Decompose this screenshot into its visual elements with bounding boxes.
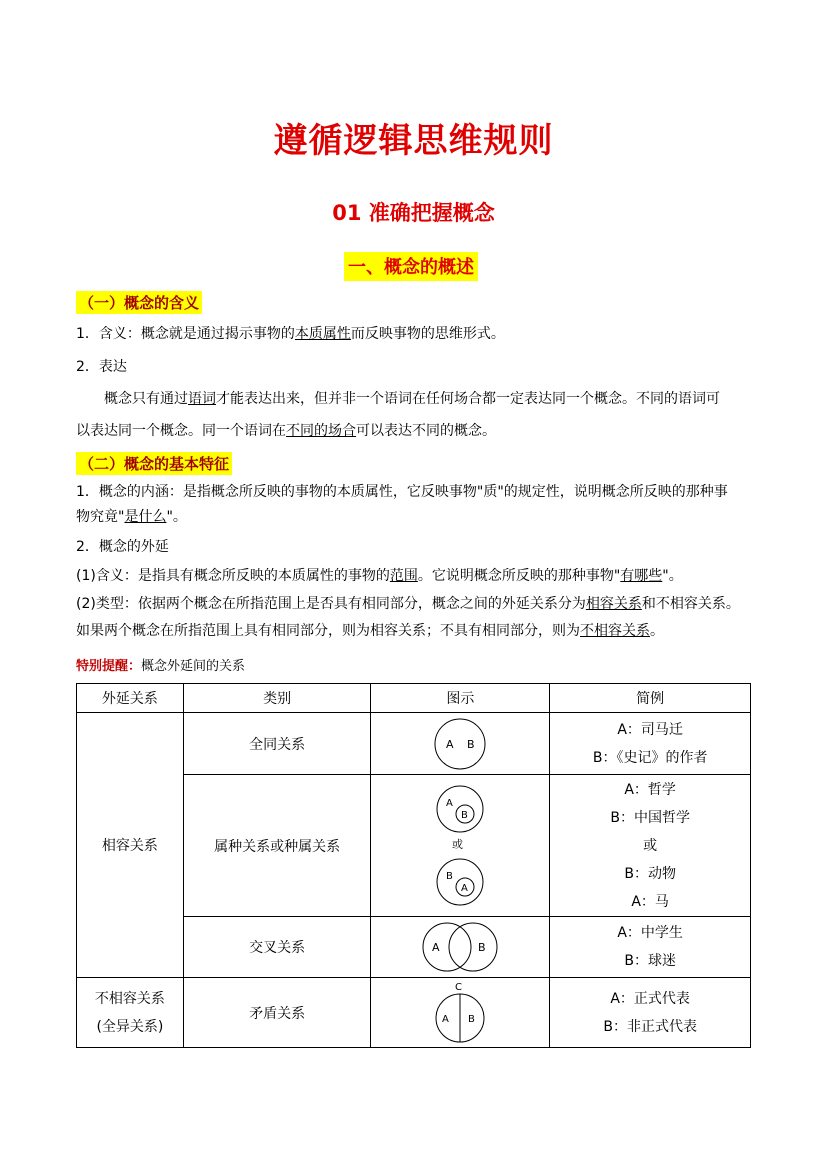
part1-paragraph-line2: 以表达同一个概念。同一个语词在不同的场合可以表达不同的概念。 <box>76 423 496 439</box>
label-a-inner: A <box>461 882 469 894</box>
part1-item2: 2．表达 <box>76 359 127 375</box>
label-b-outer: B <box>446 870 454 882</box>
example-intersection: A：中学生 B：球迷 <box>550 917 751 978</box>
label-c: C <box>455 981 463 993</box>
part2-heading: （二）概念的基本特征 <box>76 452 232 475</box>
label-b: B <box>468 1013 476 1025</box>
category-intersection: 交叉关系 <box>183 917 371 978</box>
group-compatible: 相容关系 <box>77 713 184 978</box>
part2-sub2-line2: 如果两个概念在所指范围上具有相同部分，则为相容关系；不具有相同部分，则为不相容关系。 <box>76 623 664 639</box>
genus-species-diagram <box>430 784 490 908</box>
document-title: 遵循逻辑思维规则 <box>273 121 554 161</box>
category-identity: 全同关系 <box>183 713 371 775</box>
example-contradiction: A：正式代表 B：非正式代表 <box>550 978 751 1048</box>
category-genus-species: 属种关系或种属关系 <box>183 775 371 917</box>
section-heading: 一、概念的概述 <box>344 252 478 281</box>
label-a: A <box>432 941 440 954</box>
part2-item1-line2: 物究竟"是什么"。 <box>76 509 187 525</box>
part1-paragraph-line1: 概念只有通过语词才能表达出来，但并非一个语词在任何场合都一定表达同一个概念。不同的语词可 <box>104 391 720 407</box>
header-extension: 外延关系 <box>77 684 184 713</box>
diagram-contradiction <box>371 978 550 1048</box>
category-contradiction: 矛盾关系 <box>183 978 371 1048</box>
label-b: B <box>467 737 475 751</box>
example-identity: A：司马迁 B：《史记》的作者 <box>550 713 751 775</box>
special-reminder: 特别提醒：概念外延间的关系 <box>76 659 246 674</box>
part2-sub2-line1: (2)类型：依据两个概念在所指范围上是否具有相同部分，概念之间的外延关系分为相容关系和不相容关系。 <box>76 596 740 612</box>
part2-sub1: (1)含义：是指具有概念所反映的本质属性的事物的范围。它说明概念所反映的那种事物"有哪些"。 <box>76 568 683 584</box>
diagram-genus-species <box>371 775 550 917</box>
example-genus-species: A：哲学 B：中国哲学 或 B：动物 A：马 <box>550 775 751 917</box>
header-diagram: 图示 <box>371 684 550 713</box>
part2-item2: 2．概念的外延 <box>76 539 169 555</box>
diagram-intersection <box>371 917 550 978</box>
header-category: 类别 <box>183 684 371 713</box>
extension-relations-table <box>76 683 751 1048</box>
chapter-subtitle: 01 准确把握概念 <box>332 201 495 225</box>
label-or: 或 <box>452 837 464 851</box>
diagram-identity <box>371 713 550 775</box>
label-a: A <box>446 737 454 751</box>
contradiction-diagram <box>432 980 488 1046</box>
label-b: B <box>478 941 486 954</box>
group-incompatible: 不相容关系 (全异关系) <box>77 978 184 1048</box>
header-example: 简例 <box>550 684 751 713</box>
identity-diagram <box>433 717 487 771</box>
label-b-inner: B <box>461 809 469 821</box>
intersection-diagram <box>415 921 505 973</box>
part1-heading: （一）概念的含义 <box>76 291 202 314</box>
part2-item1-line1: 1．概念的内涵：是指概念所反映的事物的本质属性，它反映事物"质"的规定性，说明概念所反映的那种事 <box>76 484 728 500</box>
label-a-outer: A <box>446 797 454 809</box>
label-a: A <box>442 1013 450 1025</box>
part1-item1: 1．含义：概念就是通过揭示事物的本质属性而反映事物的思维形式。 <box>76 326 505 342</box>
